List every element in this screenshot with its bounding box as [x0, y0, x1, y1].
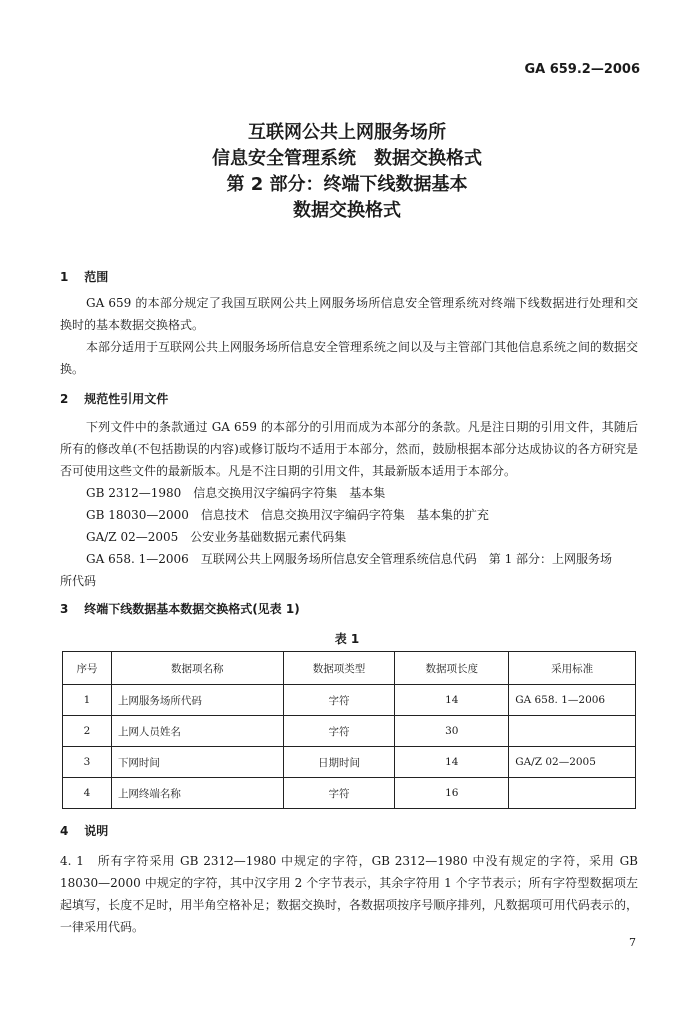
table-cell: 字符: [283, 778, 395, 809]
table-cell: 1: [63, 685, 112, 716]
table-cell: 上网人员姓名: [111, 716, 283, 747]
table-cell: 16: [395, 778, 509, 809]
table-row: [63, 747, 636, 778]
section-title: 范围: [84, 270, 109, 284]
table-cell: GA/Z 02—2005: [509, 747, 636, 778]
table-header-row: [63, 652, 636, 685]
table-row: [63, 778, 636, 809]
reference-item: GB 2312—1980 信息交换用汉字编码字符集 基本集: [86, 486, 386, 500]
paragraph: 4. 1 所有字符采用 GB 2312—1980 中规定的字符，GB 2312—1980 中没有规定的字符，采用 GB 18030—2000 中规定的字符，其中汉字用 2 个字节表示，其余字符用 1 个字节表示；所有字符型数据项左起填写，长度不足时，用半角空格补足；数据交换时，各数据项按序号顺序排列，凡数据项可用代码表示的，一律采用代码。: [60, 854, 638, 934]
table-cell: 字符: [283, 716, 395, 747]
section-1-body: [60, 292, 638, 380]
section-2-body: [60, 416, 638, 592]
table-caption: 表 1: [334, 632, 360, 646]
header-cell: 数据项类型: [283, 652, 395, 685]
table-cell: [509, 716, 636, 747]
table-cell: GA 658. 1—2006: [509, 685, 636, 716]
section-title: 终端下线数据基本数据交换格式(见表 1): [84, 602, 300, 616]
title-line-2: 信息安全管理系统 数据交换格式: [212, 148, 482, 169]
reference-item: GA 658. 1—2006 互联网公共上网服务场所信息安全管理系统信息代码 第 1 部分：上网服务场: [86, 552, 613, 566]
table-cell: 14: [395, 747, 509, 778]
standard-code: GA 659.2—2006: [524, 62, 640, 77]
table-row: [63, 685, 636, 716]
section-4-body: [60, 850, 638, 938]
table-cell: [509, 778, 636, 809]
section-number: 4: [60, 824, 69, 838]
section-2-heading: [60, 390, 168, 407]
table-cell: 4: [63, 778, 112, 809]
table-cell: 下网时间: [111, 747, 283, 778]
section-number: 1: [60, 270, 69, 284]
section-1-heading: [60, 268, 108, 285]
title-line-4: 数据交换格式: [293, 200, 401, 221]
header-cell: 序号: [63, 652, 112, 685]
section-number: 3: [60, 602, 69, 616]
header-cell: 数据项名称: [111, 652, 283, 685]
data-table: [62, 651, 636, 809]
section-title: 规范性引用文件: [84, 392, 169, 406]
section-4-heading: [60, 822, 108, 839]
section-number: 2: [60, 392, 69, 406]
reference-item: GB 18030—2000 信息技术 信息交换用汉字编码字符集 基本集的扩充: [86, 508, 489, 522]
table-row: [63, 716, 636, 747]
table-cell: 2: [63, 716, 112, 747]
header-cell: 采用标准: [509, 652, 636, 685]
title-line-1: 互联网公共上网服务场所: [248, 122, 446, 143]
paragraph: GA 659 的本部分规定了我国互联网公共上网服务场所信息安全管理系统对终端下线数据进行处理和交换时的基本数据交换格式。: [60, 296, 638, 332]
table-cell: 字符: [283, 685, 395, 716]
table-cell: 上网终端名称: [111, 778, 283, 809]
paragraph: 下列文件中的条款通过 GA 659 的本部分的引用而成为本部分的条款。凡是注日期的引用文件，其随后所有的修改单(不包括勘误的内容)或修订版均不适用于本部分，然而，鼓励根据本部分达成协议的各方研究是否可使用这些文件的最新版本。凡是不注日期的引用文件，其最新版本适用于本部分。: [60, 420, 638, 478]
section-title: 说明: [84, 824, 109, 838]
title-line-3: 第 2 部分：终端下线数据基本: [226, 174, 468, 195]
table-cell: 14: [395, 685, 509, 716]
table-cell: 3: [63, 747, 112, 778]
table-cell: 上网服务场所代码: [111, 685, 283, 716]
section-3-heading: [60, 600, 300, 617]
page-number: 7: [629, 936, 636, 949]
document-title: [0, 120, 694, 224]
table-cell: 30: [395, 716, 509, 747]
table-cell: 日期时间: [283, 747, 395, 778]
reference-item-continued: 所代码: [60, 574, 97, 588]
reference-item: GA/Z 02—2005 公安业务基础数据元素代码集: [86, 530, 347, 544]
paragraph: 本部分适用于互联网公共上网服务场所信息安全管理系统之间以及与主管部门其他信息系统之间的数据交换。: [60, 340, 639, 376]
header-cell: 数据项长度: [395, 652, 509, 685]
